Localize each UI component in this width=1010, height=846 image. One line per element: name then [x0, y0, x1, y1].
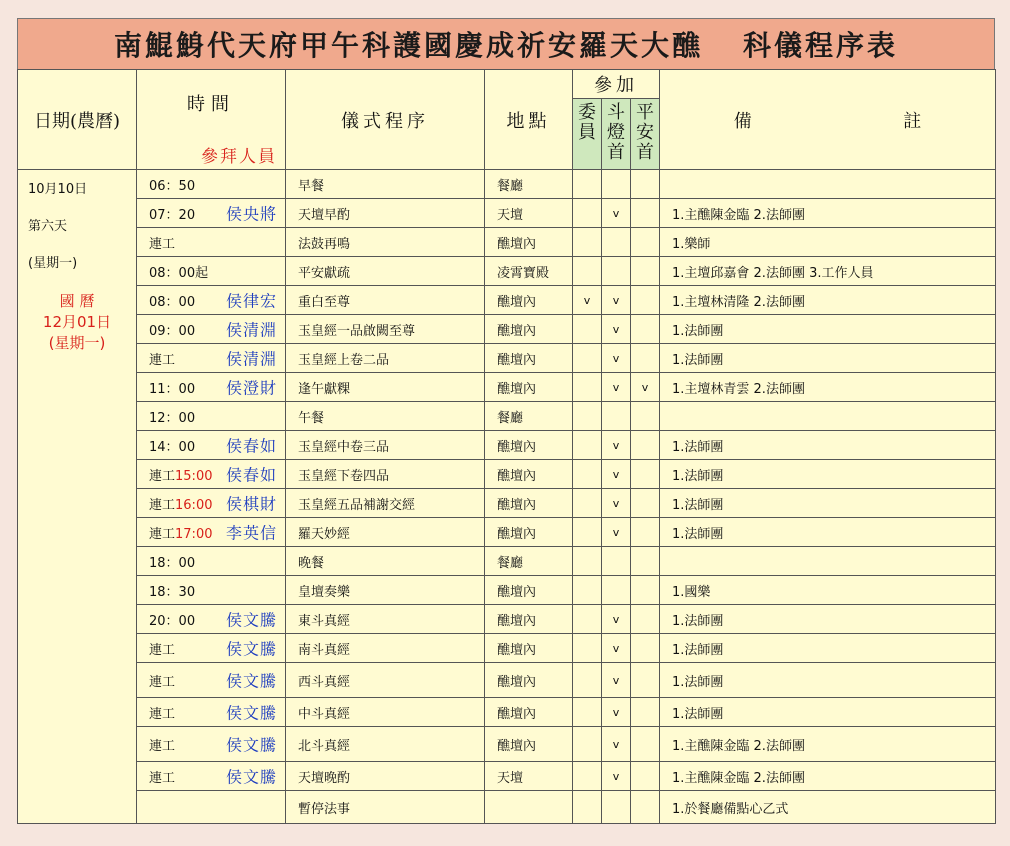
committee-mark — [573, 576, 602, 605]
committee-mark — [573, 698, 602, 727]
ritual-cell: 玉皇經下卷四品 — [286, 460, 485, 489]
place-cell: 醮壇內 — [485, 605, 573, 634]
title-sub: 科儀程序表 — [743, 29, 899, 62]
dipper-lamp-mark — [602, 228, 631, 257]
worshipper-name: 侯澄財 — [225, 378, 277, 398]
note-cell: 1.法師團 — [660, 698, 996, 727]
time-text — [149, 349, 175, 368]
table-row — [18, 315, 996, 344]
worshipper-name: 侯文騰 — [225, 610, 277, 630]
worshipper-name: 侯棋財 — [225, 494, 277, 514]
table-row — [18, 170, 996, 199]
time-cell — [137, 257, 286, 286]
time-cell — [137, 663, 286, 698]
time-value: 07：20 — [149, 207, 196, 223]
note-cell: 1.法師團 — [660, 518, 996, 547]
dipper-lamp-mark: v — [602, 344, 631, 373]
note-cell: 1.法師團 — [660, 605, 996, 634]
ritual-cell: 中斗真經 — [286, 698, 485, 727]
peace-mark — [631, 698, 660, 727]
worshipper-name: 侯律宏 — [225, 291, 277, 311]
weekday: (星期一) — [28, 256, 78, 271]
note-cell: 1.主壇林清隆 2.法師團 — [660, 286, 996, 315]
time-cell — [137, 431, 286, 460]
table-row — [18, 228, 996, 257]
peace-mark — [631, 286, 660, 315]
header-peace-text: 平安首 — [636, 102, 654, 163]
time-value: 連工 — [149, 642, 176, 658]
ritual-cell: 羅天妙經 — [286, 518, 485, 547]
note-cell: 1.法師團 — [660, 489, 996, 518]
time-text — [149, 436, 195, 455]
committee-mark — [573, 762, 602, 791]
time-cell — [137, 605, 286, 634]
dipper-lamp-mark: v — [602, 605, 631, 634]
note-cell — [660, 547, 996, 576]
committee-mark — [573, 315, 602, 344]
place-cell: 醮壇內 — [485, 727, 573, 762]
committee-mark — [573, 518, 602, 547]
time-text — [149, 291, 195, 310]
time-extra: 17:00 — [175, 526, 213, 542]
time-text — [149, 552, 195, 571]
note-cell: 1.主壇林青雲 2.法師團 — [660, 373, 996, 402]
title-main: 南鯤鯓代天府甲午科護國慶成祈安羅天大醮 — [113, 29, 703, 62]
header-committee-text: 委員 — [578, 102, 596, 143]
time-value: 連工 — [149, 674, 176, 690]
time-text — [149, 703, 175, 722]
time-value: 08：00起 — [149, 265, 209, 281]
lunar-date: 10月10日 — [28, 182, 88, 197]
table-row — [18, 663, 996, 698]
time-value: 20：00 — [149, 613, 196, 629]
dipper-lamp-mark: v — [602, 698, 631, 727]
ritual-cell: 平安獻疏 — [286, 257, 485, 286]
peace-mark — [631, 605, 660, 634]
note-cell: 1.法師團 — [660, 460, 996, 489]
time-text — [149, 523, 212, 542]
time-text — [149, 204, 195, 223]
place-cell: 醮壇內 — [485, 698, 573, 727]
header-time — [137, 70, 286, 170]
gregorian-label: 國 曆 — [59, 292, 95, 310]
place-cell: 醮壇內 — [485, 315, 573, 344]
ritual-cell: 暫停法事 — [286, 791, 485, 824]
time-cell — [137, 199, 286, 228]
header-notes-b: 註 — [903, 110, 922, 132]
committee-mark — [573, 634, 602, 663]
dipper-lamp-mark: v — [602, 634, 631, 663]
header-dipper-lamp — [602, 99, 631, 170]
peace-mark — [631, 663, 660, 698]
time-text — [149, 767, 175, 786]
place-cell: 餐廳 — [485, 547, 573, 576]
dipper-lamp-mark — [602, 402, 631, 431]
table-row — [18, 518, 996, 547]
peace-mark — [631, 791, 660, 824]
peace-mark — [631, 228, 660, 257]
peace-mark — [631, 518, 660, 547]
ritual-cell: 早餐 — [286, 170, 485, 199]
dipper-lamp-mark: v — [602, 373, 631, 402]
time-cell — [137, 315, 286, 344]
place-cell: 天壇 — [485, 199, 573, 228]
time-cell — [137, 228, 286, 257]
peace-mark — [631, 547, 660, 576]
worshipper-name: 李英信 — [225, 523, 277, 543]
dipper-lamp-mark: v — [602, 286, 631, 315]
ritual-cell: 皇壇奏樂 — [286, 576, 485, 605]
time-cell — [137, 634, 286, 663]
committee-mark — [573, 460, 602, 489]
place-cell: 醮壇內 — [485, 228, 573, 257]
place-cell: 天壇 — [485, 762, 573, 791]
place-cell: 醮壇內 — [485, 489, 573, 518]
ritual-cell: 天壇晚酌 — [286, 762, 485, 791]
table-row — [18, 257, 996, 286]
time-cell — [137, 727, 286, 762]
worshipper-name: 侯清淵 — [225, 349, 277, 369]
table-row — [18, 791, 996, 824]
table-row — [18, 489, 996, 518]
worshipper-name: 侯文騰 — [225, 767, 277, 787]
dipper-lamp-mark — [602, 170, 631, 199]
note-cell: 1.法師團 — [660, 315, 996, 344]
time-cell — [137, 576, 286, 605]
time-text — [149, 610, 195, 629]
time-cell — [137, 489, 286, 518]
worshipper-name: 侯清淵 — [225, 320, 277, 340]
peace-mark — [631, 489, 660, 518]
time-cell — [137, 762, 286, 791]
ritual-cell: 天壇早酌 — [286, 199, 485, 228]
ritual-cell: 北斗真經 — [286, 727, 485, 762]
ritual-cell: 逢午獻粿 — [286, 373, 485, 402]
dipper-lamp-mark: v — [602, 315, 631, 344]
ritual-cell: 玉皇經上卷二品 — [286, 344, 485, 373]
peace-mark — [631, 315, 660, 344]
time-cell — [137, 518, 286, 547]
time-cell — [137, 547, 286, 576]
time-text — [149, 378, 195, 397]
ritual-cell: 玉皇經中卷三品 — [286, 431, 485, 460]
committee-mark — [573, 727, 602, 762]
place-cell: 醮壇內 — [485, 634, 573, 663]
peace-mark — [631, 727, 660, 762]
table-row — [18, 576, 996, 605]
place-cell: 醮壇內 — [485, 373, 573, 402]
note-cell: 1.國樂 — [660, 576, 996, 605]
time-cell — [137, 791, 286, 824]
time-text — [149, 581, 195, 600]
note-cell: 1.法師團 — [660, 344, 996, 373]
header-date: 日期(農曆) — [18, 70, 137, 170]
gregorian-weekday: (星期一) — [48, 334, 106, 352]
note-cell: 1.主壇邱嘉會 2.法師團 3.工作人員 — [660, 257, 996, 286]
note-cell — [660, 170, 996, 199]
peace-mark — [631, 762, 660, 791]
time-value: 18：00 — [149, 555, 196, 571]
time-value: 12：00 — [149, 410, 196, 426]
worshipper-name: 侯央將 — [225, 204, 277, 224]
time-extra: 15:00 — [175, 468, 213, 484]
note-cell: 1.主醮陳金臨 2.法師團 — [660, 762, 996, 791]
dipper-lamp-mark: v — [602, 663, 631, 698]
worshipper-name: 侯文騰 — [225, 735, 277, 755]
ritual-cell: 東斗真經 — [286, 605, 485, 634]
dipper-lamp-mark: v — [602, 431, 631, 460]
header-dipper-lamp-text: 斗燈首 — [607, 102, 625, 163]
place-cell: 餐廳 — [485, 170, 573, 199]
table-row — [18, 460, 996, 489]
note-cell: 1.主醮陳金臨 2.法師團 — [660, 199, 996, 228]
time-value: 11：00 — [149, 381, 196, 397]
time-text — [149, 639, 175, 658]
committee-mark — [573, 605, 602, 634]
time-text — [149, 320, 195, 339]
place-cell: 醮壇內 — [485, 518, 573, 547]
dipper-lamp-mark: v — [602, 460, 631, 489]
time-text — [149, 735, 175, 754]
header-time-label: 時間 — [187, 94, 235, 115]
place-cell: 凌霄寶殿 — [485, 257, 573, 286]
ritual-cell: 重白至尊 — [286, 286, 485, 315]
committee-mark — [573, 489, 602, 518]
worshipper-name: 侯文騰 — [225, 671, 277, 691]
ritual-cell: 南斗真經 — [286, 634, 485, 663]
ritual-cell: 玉皇經五品補謝交經 — [286, 489, 485, 518]
dipper-lamp-mark — [602, 257, 631, 286]
ritual-cell: 法鼓再鳴 — [286, 228, 485, 257]
note-cell: 1.樂師 — [660, 228, 996, 257]
peace-mark — [631, 431, 660, 460]
header-notes-a: 備 — [733, 110, 752, 132]
time-value: 18：30 — [149, 584, 196, 600]
table-row — [18, 431, 996, 460]
peace-mark — [631, 170, 660, 199]
day-number: 第六天 — [28, 219, 68, 234]
date-cell — [18, 170, 137, 824]
peace-mark — [631, 402, 660, 431]
committee-mark — [573, 431, 602, 460]
time-value: 連工 — [149, 706, 176, 722]
committee-mark — [573, 170, 602, 199]
time-text — [149, 175, 195, 194]
table-row — [18, 402, 996, 431]
time-value: 連工 — [149, 236, 176, 252]
note-cell — [660, 402, 996, 431]
header-notes — [660, 70, 996, 170]
peace-mark — [631, 634, 660, 663]
committee-mark — [573, 663, 602, 698]
header-worship-label: 參拜人員 — [201, 147, 277, 167]
time-cell — [137, 344, 286, 373]
place-cell — [485, 791, 573, 824]
time-cell — [137, 373, 286, 402]
peace-mark — [631, 344, 660, 373]
place-cell: 醮壇內 — [485, 431, 573, 460]
time-text — [149, 262, 208, 281]
place-cell: 餐廳 — [485, 402, 573, 431]
time-value: 06：50 — [149, 178, 196, 194]
time-value: 08：00 — [149, 294, 196, 310]
place-cell: 醮壇內 — [485, 344, 573, 373]
note-cell: 1.法師團 — [660, 634, 996, 663]
peace-mark — [631, 257, 660, 286]
dipper-lamp-mark: v — [602, 762, 631, 791]
time-cell — [137, 286, 286, 315]
time-text — [149, 407, 195, 426]
dipper-lamp-mark: v — [602, 489, 631, 518]
time-text — [149, 233, 175, 252]
dipper-lamp-mark — [602, 576, 631, 605]
peace-mark: v — [631, 373, 660, 402]
schedule-table — [17, 69, 996, 824]
dipper-lamp-mark: v — [602, 518, 631, 547]
table-row — [18, 698, 996, 727]
time-cell — [137, 170, 286, 199]
table-row — [18, 344, 996, 373]
time-value: 連工 — [149, 352, 176, 368]
table-row — [18, 634, 996, 663]
gregorian-date: 12月01日 — [42, 313, 112, 331]
time-cell — [137, 402, 286, 431]
schedule-body — [18, 170, 996, 824]
peace-mark — [631, 199, 660, 228]
header-place: 地點 — [485, 70, 573, 170]
committee-mark — [573, 257, 602, 286]
ritual-cell: 玉皇經一品啟闕至尊 — [286, 315, 485, 344]
table-row — [18, 727, 996, 762]
time-value: 連工 — [149, 497, 176, 513]
time-value: 連工 — [149, 468, 176, 484]
time-text — [149, 671, 175, 690]
note-cell: 1.法師團 — [660, 431, 996, 460]
note-cell: 1.主醮陳金臨 2.法師團 — [660, 727, 996, 762]
header-committee — [573, 99, 602, 170]
time-text — [149, 465, 212, 484]
worshipper-name: 侯文騰 — [225, 703, 277, 723]
dipper-lamp-mark: v — [602, 727, 631, 762]
time-value: 連工 — [149, 526, 176, 542]
place-cell: 醮壇內 — [485, 663, 573, 698]
time-cell — [137, 460, 286, 489]
header-participate: 參加 — [573, 70, 660, 99]
note-cell: 1.法師團 — [660, 663, 996, 698]
ritual-cell: 西斗真經 — [286, 663, 485, 698]
committee-mark — [573, 547, 602, 576]
time-value: 09：00 — [149, 323, 196, 339]
time-text — [149, 494, 212, 513]
page-title — [17, 18, 995, 70]
worshipper-name: 侯春如 — [225, 436, 277, 456]
dipper-lamp-mark: v — [602, 199, 631, 228]
table-row — [18, 373, 996, 402]
table-row — [18, 605, 996, 634]
peace-mark — [631, 576, 660, 605]
time-value: 14：00 — [149, 439, 196, 455]
ritual-cell: 晚餐 — [286, 547, 485, 576]
table-row — [18, 547, 996, 576]
time-cell — [137, 698, 286, 727]
committee-mark — [573, 791, 602, 824]
header-ritual: 儀式程序 — [286, 70, 485, 170]
time-extra: 16:00 — [175, 497, 213, 513]
committee-mark — [573, 199, 602, 228]
place-cell: 醮壇內 — [485, 460, 573, 489]
ritual-cell: 午餐 — [286, 402, 485, 431]
committee-mark: v — [573, 286, 602, 315]
committee-mark — [573, 344, 602, 373]
place-cell: 醮壇內 — [485, 576, 573, 605]
worshipper-name: 侯春如 — [225, 465, 277, 485]
table-row — [18, 199, 996, 228]
committee-mark — [573, 402, 602, 431]
dipper-lamp-mark — [602, 547, 631, 576]
table-row — [18, 286, 996, 315]
place-cell: 醮壇內 — [485, 286, 573, 315]
header-peace — [631, 99, 660, 170]
peace-mark — [631, 460, 660, 489]
committee-mark — [573, 373, 602, 402]
dipper-lamp-mark — [602, 791, 631, 824]
worshipper-name: 侯文騰 — [225, 639, 277, 659]
note-cell: 1.於餐廳備點心乙式 — [660, 791, 996, 824]
time-value: 連工 — [149, 770, 176, 786]
time-value: 連工 — [149, 738, 176, 754]
table-row — [18, 762, 996, 791]
committee-mark — [573, 228, 602, 257]
